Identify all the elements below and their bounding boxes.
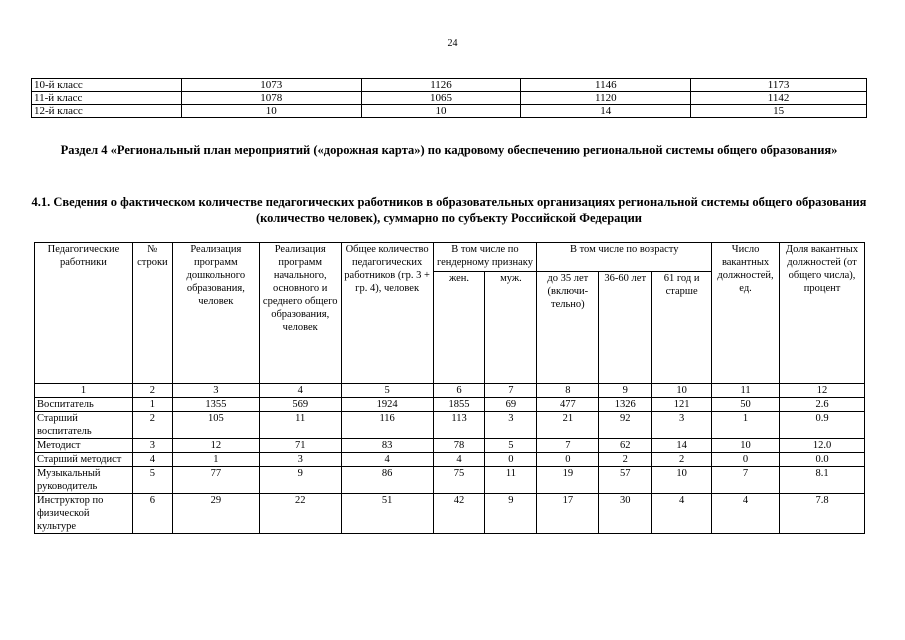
cell: 1173: [691, 79, 867, 92]
header-age-36-60: 36-60 лет: [599, 272, 652, 384]
column-number: 4: [259, 384, 341, 398]
column-number: 11: [712, 384, 780, 398]
cell: 1326: [599, 398, 652, 412]
cell: 14: [652, 439, 712, 453]
cell: 11: [259, 412, 341, 439]
cell: 0: [537, 453, 599, 467]
cell: 4: [652, 494, 712, 534]
cell: 2: [132, 412, 172, 439]
cell: 10: [361, 105, 521, 118]
cell: 17: [537, 494, 599, 534]
header-general: Реализация программ начального, основного и среднего общего образования, человек: [259, 243, 341, 384]
column-numbers-row: [35, 384, 865, 398]
cell: 9: [259, 467, 341, 494]
column-number: 5: [341, 384, 433, 398]
section-title: Раздел 4 «Региональный план мероприятий («дорожная карта») по кадровому обеспечению региональной системы общего образования»: [60, 143, 838, 157]
cell: 1078: [181, 92, 361, 105]
cell: 42: [433, 494, 485, 534]
cell: 69: [485, 398, 537, 412]
cell: 62: [599, 439, 652, 453]
cell: 116: [341, 412, 433, 439]
cell: 4: [132, 453, 172, 467]
cell: 10: [181, 105, 361, 118]
header-vacant: Число вакантных должностей, ед.: [712, 243, 780, 384]
cell: 0.0: [780, 453, 865, 467]
cell: 1924: [341, 398, 433, 412]
table-row: [35, 439, 865, 453]
table-row: [35, 398, 865, 412]
column-number: 10: [652, 384, 712, 398]
column-number: 8: [537, 384, 599, 398]
cell: 83: [341, 439, 433, 453]
cell: 0.9: [780, 412, 865, 439]
cell: 0: [712, 453, 780, 467]
page-number: 24: [447, 38, 458, 49]
cell: 1065: [361, 92, 521, 105]
cell: 3: [132, 439, 172, 453]
cell: 1146: [521, 79, 691, 92]
header-row-no: № строки: [132, 243, 172, 384]
cell: 1: [172, 453, 259, 467]
cell: 21: [537, 412, 599, 439]
cell: 569: [259, 398, 341, 412]
cell: 121: [652, 398, 712, 412]
row-label: 10-й класс: [32, 79, 182, 92]
cell: 9: [485, 494, 537, 534]
table-row: [35, 467, 865, 494]
cell: 51: [341, 494, 433, 534]
header-vacant-share: Доля вакантных должностей (от общего числа), процент: [780, 243, 865, 384]
column-number: 7: [485, 384, 537, 398]
column-number: 6: [433, 384, 485, 398]
table-row: [32, 105, 867, 118]
header-gender: В том числе по гендерному признаку: [433, 243, 537, 272]
header-preschool: Реализация программ дошкольного образования, человек: [172, 243, 259, 384]
cell: 4: [433, 453, 485, 467]
column-number: 1: [35, 384, 133, 398]
cell: 7: [537, 439, 599, 453]
table-row: [32, 79, 867, 92]
column-number: 12: [780, 384, 865, 398]
cell: 1855: [433, 398, 485, 412]
header-age-61plus: 61 год и старше: [652, 272, 712, 384]
cell: 113: [433, 412, 485, 439]
header-row: [35, 243, 865, 272]
cell: 7.8: [780, 494, 865, 534]
top-table: [31, 78, 867, 118]
row-name: Воспитатель: [35, 398, 133, 412]
cell: 477: [537, 398, 599, 412]
header-total: Общее количество педагогических работников (гр. 3 + гр. 4), человек: [341, 243, 433, 384]
cell: 86: [341, 467, 433, 494]
header-age: В том числе по возрасту: [537, 243, 712, 272]
header-age-under35: до 35 лет (включи-тельно): [537, 272, 599, 384]
row-name: Методист: [35, 439, 133, 453]
header-female: жен.: [433, 272, 485, 384]
cell: 10: [712, 439, 780, 453]
cell: 3: [259, 453, 341, 467]
row-name: Музыкальный руководитель: [35, 467, 133, 494]
cell: 6: [132, 494, 172, 534]
cell: 77: [172, 467, 259, 494]
cell: 5: [132, 467, 172, 494]
cell: 2: [652, 453, 712, 467]
column-number: 9: [599, 384, 652, 398]
cell: 2: [599, 453, 652, 467]
row-name: Инструктор по физической культуре: [35, 494, 133, 534]
cell: 1355: [172, 398, 259, 412]
cell: 11: [485, 467, 537, 494]
cell: 0: [485, 453, 537, 467]
cell: 4: [341, 453, 433, 467]
cell: 1126: [361, 79, 521, 92]
cell: 1: [712, 412, 780, 439]
row-label: 12-й класс: [32, 105, 182, 118]
cell: 3: [485, 412, 537, 439]
cell: 4: [712, 494, 780, 534]
cell: 57: [599, 467, 652, 494]
cell: 2.6: [780, 398, 865, 412]
table-row: [35, 494, 865, 534]
cell: 1: [132, 398, 172, 412]
row-label: 11-й класс: [32, 92, 182, 105]
cell: 19: [537, 467, 599, 494]
cell: 1073: [181, 79, 361, 92]
cell: 75: [433, 467, 485, 494]
cell: 8.1: [780, 467, 865, 494]
cell: 12.0: [780, 439, 865, 453]
table-row: [35, 453, 865, 467]
row-name: Старший методист: [35, 453, 133, 467]
cell: 22: [259, 494, 341, 534]
column-number: 3: [172, 384, 259, 398]
cell: 1142: [691, 92, 867, 105]
header-male: муж.: [485, 272, 537, 384]
cell: 14: [521, 105, 691, 118]
table-row: [32, 92, 867, 105]
table-row: [35, 412, 865, 439]
cell: 3: [652, 412, 712, 439]
cell: 92: [599, 412, 652, 439]
cell: 29: [172, 494, 259, 534]
cell: 105: [172, 412, 259, 439]
cell: 15: [691, 105, 867, 118]
cell: 10: [652, 467, 712, 494]
row-name: Старший воспитатель: [35, 412, 133, 439]
header-workers: Педагогические работники: [35, 243, 133, 384]
cell: 30: [599, 494, 652, 534]
column-number: 2: [132, 384, 172, 398]
cell: 5: [485, 439, 537, 453]
cell: 50: [712, 398, 780, 412]
staff-table: [34, 242, 865, 534]
cell: 7: [712, 467, 780, 494]
cell: 71: [259, 439, 341, 453]
cell: 12: [172, 439, 259, 453]
subsection-title: 4.1. Сведения о фактическом количестве педагогических работников в образовательных организациях региональной системы общего образования (количество человек), суммарно по субъекту Российской Федерации: [31, 195, 867, 225]
cell: 1120: [521, 92, 691, 105]
cell: 78: [433, 439, 485, 453]
